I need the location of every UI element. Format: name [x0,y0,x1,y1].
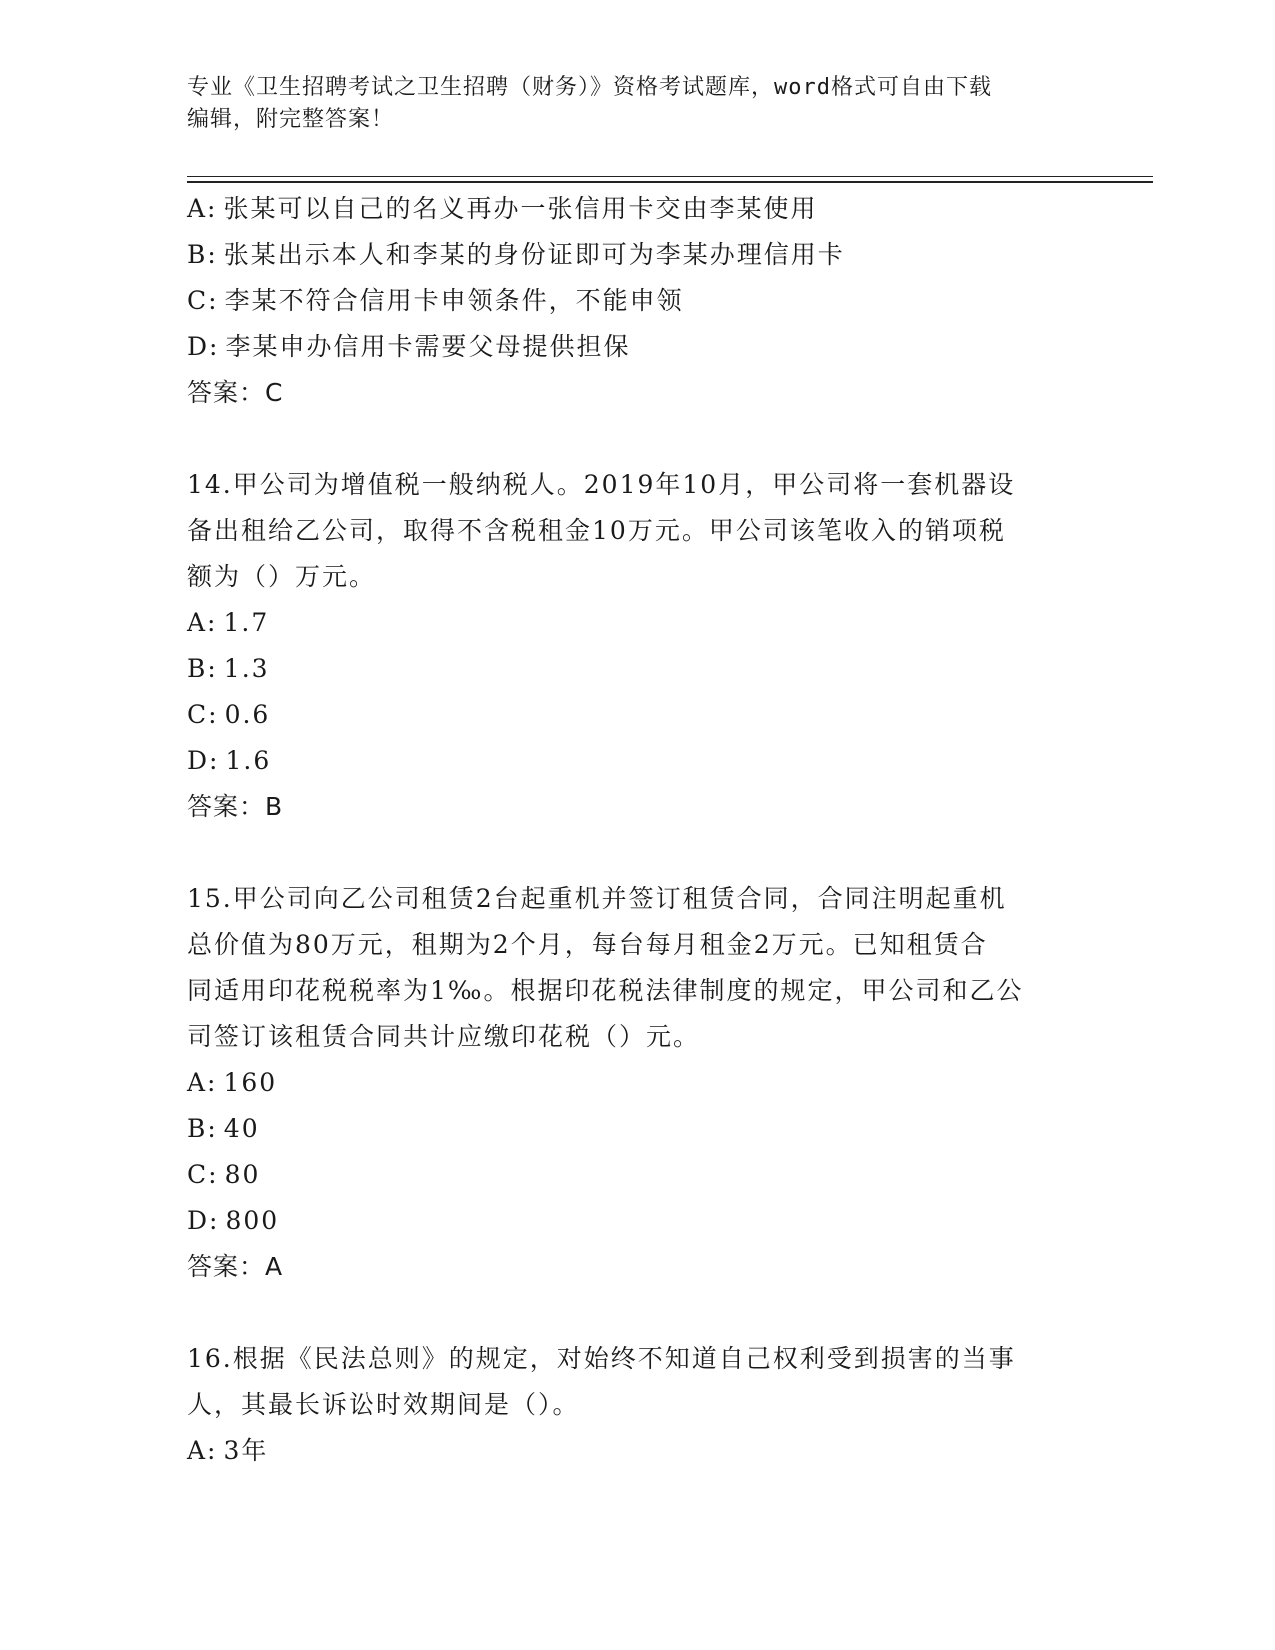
header-line-2: 编辑，附完整答案！ [187,107,395,132]
question-16 [187,1336,1087,1474]
question-text [187,1336,1087,1428]
answer: 答案：C [187,378,284,407]
question-15 [187,876,1087,1290]
question-line: 同适用印花税税率为1‰。根据印花税法律制度的规定，甲公司和乙公 [187,976,1024,1005]
header-line-1: 专业《卫生招聘考试之卫生招聘（财务）》资格考试题库，word格式可自由下载 [187,75,992,100]
answer: 答案：A [187,1252,284,1281]
question-text [187,876,1087,1060]
option-d: D: 800 [187,1206,280,1235]
option-c: C: 0.6 [187,700,271,729]
option-d: D: 李某申办信用卡需要父母提供担保 [187,332,631,361]
question-line: 额为（）万元。 [187,562,377,591]
question-line: 人，其最长诉讼时效期间是（）。 [187,1390,580,1419]
question-line: 总价值为80万元，租期为2个月，每台每月租金2万元。已知租赁合 [187,930,988,959]
question-13 [187,186,1087,416]
question-line: 司签订该租赁合同共计应缴印花税（）元。 [187,1022,701,1051]
option-a: A: 1.7 [187,608,270,637]
question-text [187,462,1087,600]
option-a: A: 张某可以自己的名义再办一张信用卡交由李某使用 [187,194,818,223]
option-c: C: 李某不符合信用卡申领条件，不能申领 [187,286,684,315]
question-content [187,186,1087,1474]
document-header [187,72,1067,136]
question-line: 16.根据《民法总则》的规定，对始终不知道自己权利受到损害的当事 [187,1344,1016,1373]
question-14 [187,462,1087,830]
spacer [187,830,1087,876]
spacer [187,416,1087,462]
header-rule-thin [187,176,1153,177]
option-c: C: 80 [187,1160,261,1189]
option-b: B: 1.3 [187,654,270,683]
answer: 答案：B [187,792,284,821]
option-a: A: 160 [187,1068,278,1097]
header-rule-thick [187,181,1153,183]
option-b: B: 张某出示本人和李某的身份证即可为李某办理信用卡 [187,240,845,269]
question-line: 备出租给乙公司，取得不含税租金10万元。甲公司该笔收入的销项税 [187,516,1006,545]
option-d: D: 1.6 [187,746,272,775]
option-b: B: 40 [187,1114,260,1143]
option-a: A: 3年 [187,1436,269,1465]
spacer [187,1290,1087,1336]
question-line: 14.甲公司为增值税一般纳税人。2019年10月，甲公司将一套机器设 [187,470,1016,499]
question-line: 15.甲公司向乙公司租赁2台起重机并签订租赁合同，合同注明起重机 [187,884,1007,913]
